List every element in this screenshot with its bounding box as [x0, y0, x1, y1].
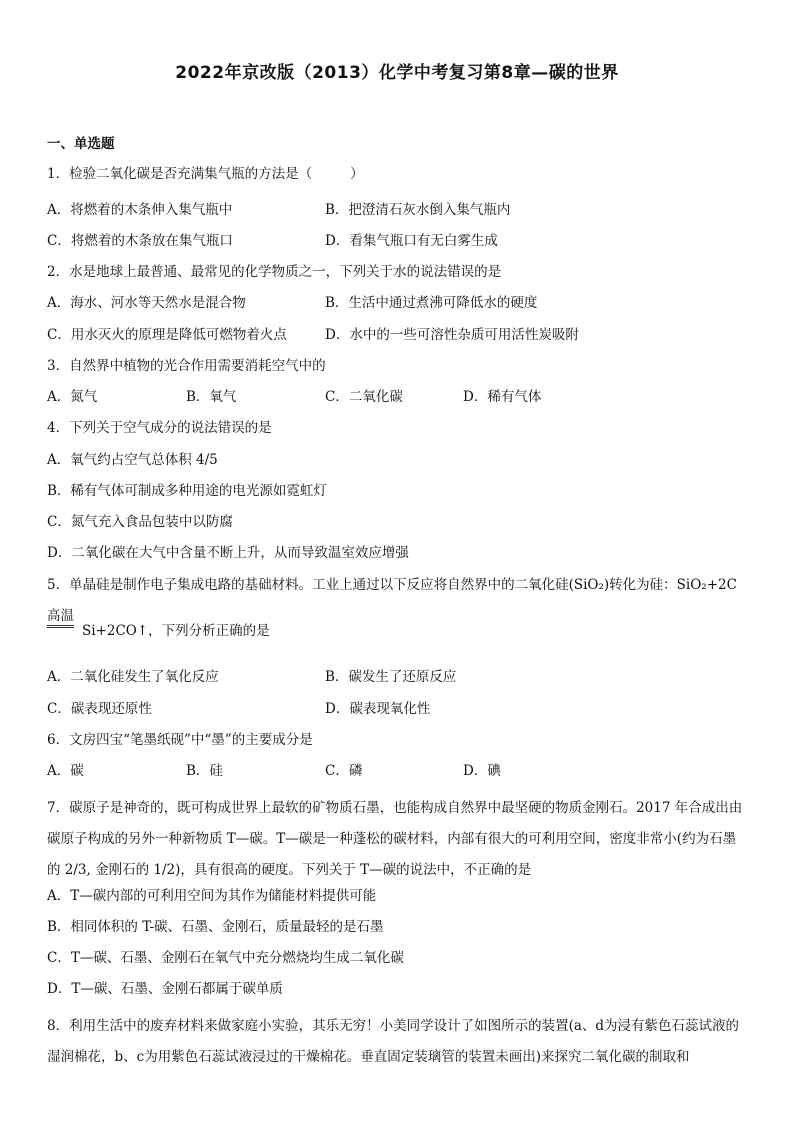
- question-7-option-d: D．T—碳、石墨、金刚石都属于碳单质: [47, 981, 283, 997]
- question-1-option-d: D．看集气瓶口有无白雾生成: [325, 233, 498, 249]
- question-7-option-c: C．T—碳、石墨、金刚石在氧气中充分燃烧均生成二氧化碳: [47, 950, 404, 966]
- question-7-option-b: B．相同体积的 T-碳、石墨、金刚石，质量最轻的是石墨: [47, 919, 384, 935]
- question-4-stem: 4．下列关于空气成分的说法错误的是: [47, 420, 272, 436]
- question-1-option-b: B．把澄清石灰水倒入集气瓶内: [325, 202, 511, 218]
- question-6-option-b: B．硅: [186, 763, 223, 779]
- question-4-option-c: C．氮气充入食品包装中以防腐: [47, 514, 233, 530]
- question-3-option-a: A．氮气: [47, 389, 98, 405]
- question-6-stem: 6．文房四宝“笔墨纸砚”中“墨”的主要成分是: [47, 732, 313, 748]
- question-4-option-a: A．氧气约占空气总体积 4/5: [47, 452, 218, 468]
- question-7-option-a: A．T—碳内部的可利用空间为其作为储能材料提供可能: [47, 888, 377, 904]
- question-3-option-d: D．稀有气体: [463, 389, 542, 405]
- question-1-option-a: A．将燃着的木条伸入集气瓶中: [47, 202, 233, 218]
- question-4-option-b: B．稀有气体可制成多种用途的电光源如霓虹灯: [47, 483, 327, 499]
- question-2-option-a: A．海水、河水等天然水是混合物: [47, 295, 246, 311]
- question-4-option-d: D．二氧化碳在大气中含量不断上升，从而导致温室效应增强: [47, 545, 409, 561]
- page-title: 2022年京改版（2013）化学中考复习第8章—碳的世界: [175, 63, 619, 83]
- question-7-stem: 7．碳原子是神奇的，既可构成世界上最软的矿物质石墨，也能构成自然界中最坚硬的物质金刚石。2017 年合成出由碳原子构成的另外一种新物质 T—碳。T—碳是一种蓬松的碳材料，内部有很大的可利用空间，密度非常小(约为石墨的 2/3, 金刚石的 1/2)，具有很高的硬度。下列关于 T—碳的说法中，不正确的是: [47, 800, 743, 878]
- question-5-option-d: D．碳表现氧化性: [325, 701, 431, 717]
- question-5-option-b: B．碳发生了还原反应: [325, 669, 457, 685]
- question-6-option-d: D．碘: [463, 763, 501, 779]
- question-6-option-c: C．磷: [325, 763, 363, 779]
- question-2-option-b: B．生活中通过煮沸可降低水的硬度: [325, 295, 538, 311]
- question-6-option-a: A．碳: [47, 763, 84, 779]
- question-1-option-c: C．将燃着的木条放在集气瓶口: [47, 233, 233, 249]
- question-3-option-c: C．二氧化碳: [325, 389, 403, 405]
- question-5-option-a: A．二氧化硅发生了氧化反应: [47, 669, 219, 685]
- reaction-condition-high-temperature: 高温: [47, 607, 74, 628]
- question-2-stem: 2．水是地球上最普通、最常见的化学物质之一，下列关于水的说法错误的是: [47, 264, 502, 280]
- section-heading: 一、单选题: [47, 136, 115, 152]
- question-1-stem: 1．检验二氧化碳是否充满集气瓶的方法是（ ）: [47, 166, 364, 182]
- question-5-stem: 5．单晶硅是制作电子集成电路的基础材料。工业上通过以下反应将自然界中的二氧化硅(SiO₂)转化为硅：SiO₂+2C: [47, 577, 737, 593]
- question-5-stem-continued: Si+2CO↑，下列分析正确的是: [82, 623, 270, 639]
- question-2-option-d: D．水中的一些可溶性杂质可用活性炭吸附: [325, 327, 579, 343]
- question-2-option-c: C．用水灭火的原理是降低可燃物着火点: [47, 327, 287, 343]
- question-3-option-b: B．氧气: [186, 389, 237, 405]
- question-8-stem: 8．利用生活中的废弃材料来做家庭小实验，其乐无穷！小美同学设计了如图所示的装置(a、d为浸有紫色石蕊试液的湿润棉花，b、c为用紫色石蕊试液浸过的干燥棉花。垂直固定装璃管的装置未画出)来探究二氧化碳的制取和: [47, 1018, 740, 1065]
- question-3-stem: 3．自然界中植物的光合作用需要消耗空气中的: [47, 358, 326, 374]
- question-5-option-c: C．碳表现还原性: [47, 701, 152, 717]
